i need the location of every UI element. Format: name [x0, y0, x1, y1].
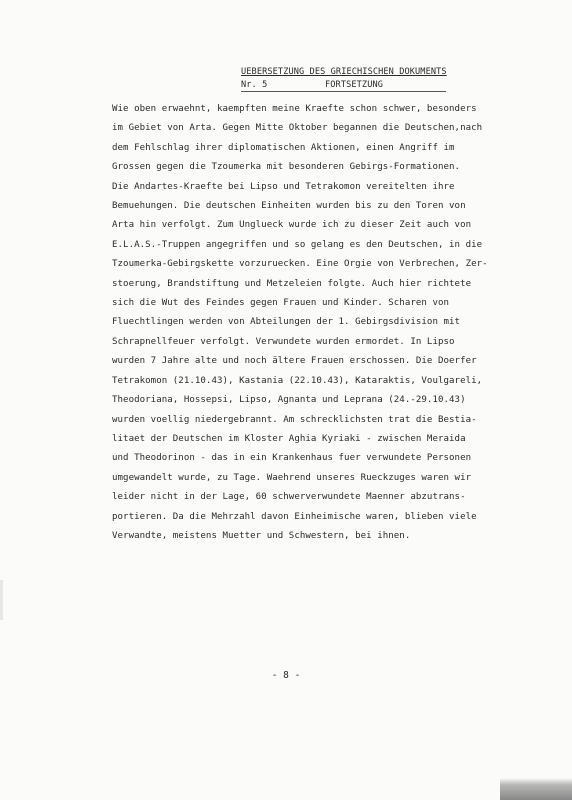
body-line: portieren. Da die Mehrzahl davon Einheimische waren, blieben viele — [112, 511, 477, 522]
body-line: Verwandte, meistens Muetter und Schwestern, bei ihnen. — [112, 530, 411, 541]
body-line: litaet der Deutschen im Kloster Aghia Kyriaki - zwischen Meraida — [112, 433, 466, 444]
scan-artifact — [0, 580, 3, 620]
body-line: Schrapnellfeuer verfolgt. Verwundete wurden ermordet. In Lipso — [112, 336, 455, 347]
body-line: leider nicht in der Lage, 60 schwerverwundete Maenner abzutrans- — [112, 492, 466, 503]
header-underline — [241, 91, 446, 92]
body-line: Die Andartes-Kraefte bei Lipso und Tetrakomon vereitelten ihre — [112, 181, 455, 192]
body-line: wurden voellig niedergebrannt. Am schrecklichsten trat die Bestia- — [112, 414, 477, 425]
body-line: umgewandelt wurde, zu Tage. Waehrend unseres Rueckzuges waren wir — [112, 472, 472, 483]
body-line: sich die Wut des Feindes gegen Frauen und Kinder. Scharen von — [112, 298, 450, 309]
body-line: Bemuehungen. Die deutschen Einheiten wurden bis zu den Toren von — [112, 201, 466, 212]
header-title: UEBERSETZUNG DES GRIECHISCHEN DOKUMENTS — [241, 67, 447, 77]
page-number: - 8 - — [271, 670, 301, 681]
body-line: Wie oben erwaehnt, kaempften meine Kraefte schon schwer, besonders — [112, 104, 477, 114]
body-line: stoerung, Brandstiftung und Metzeleien folgte. Auch hier richtete — [112, 278, 472, 289]
body-line: Fluechtlingen werden von Abteilungen der 1. Gebirgsdivision mit — [112, 317, 461, 328]
continuation-label: FORTSETZUNG — [325, 80, 384, 90]
body-line: im Gebiet von Arta. Gegen Mitte Oktober begannen die Deutschen,nach — [112, 123, 483, 134]
body-line: dem Fehlschlag ihrer diplomatischen Aktionen, einen Angriff im — [112, 142, 455, 153]
body-line: Theodoriana, Hossepsi, Lipso, Agnanta und Leprana (24.-29.10.43) — [112, 395, 466, 406]
body-line: Grossen gegen die Tzoumerka mit besonderen Gebirgs-Formationen. — [112, 162, 461, 173]
document-number: Nr. 5 — [241, 80, 268, 90]
body-line: E.L.A.S.-Truppen angegriffen und so gelang es den Deutschen, in die — [112, 239, 483, 250]
body-line: wurden 7 Jahre alte und noch ältere Frauen erschossen. Die Doerfer — [112, 356, 477, 367]
body-line: Arta hin verfolgt. Zum Unglueck wurde ich zu dieser Zeit auch von — [112, 220, 472, 231]
body-line: Tzoumerka-Gebirgskette vorzuruecken. Eine Orgie von Verbrechen, Zer- — [112, 259, 488, 270]
body-line: und Theodorinon - das in ein Krankenhaus fuer verwundete Personen — [112, 453, 472, 464]
body-text — [112, 100, 488, 546]
scan-shadow — [500, 778, 572, 800]
document-header — [241, 66, 446, 92]
body-line: Tetrakomon (21.10.43), Kastania (22.10.43), Kataraktis, Voulgareli, — [112, 375, 483, 386]
